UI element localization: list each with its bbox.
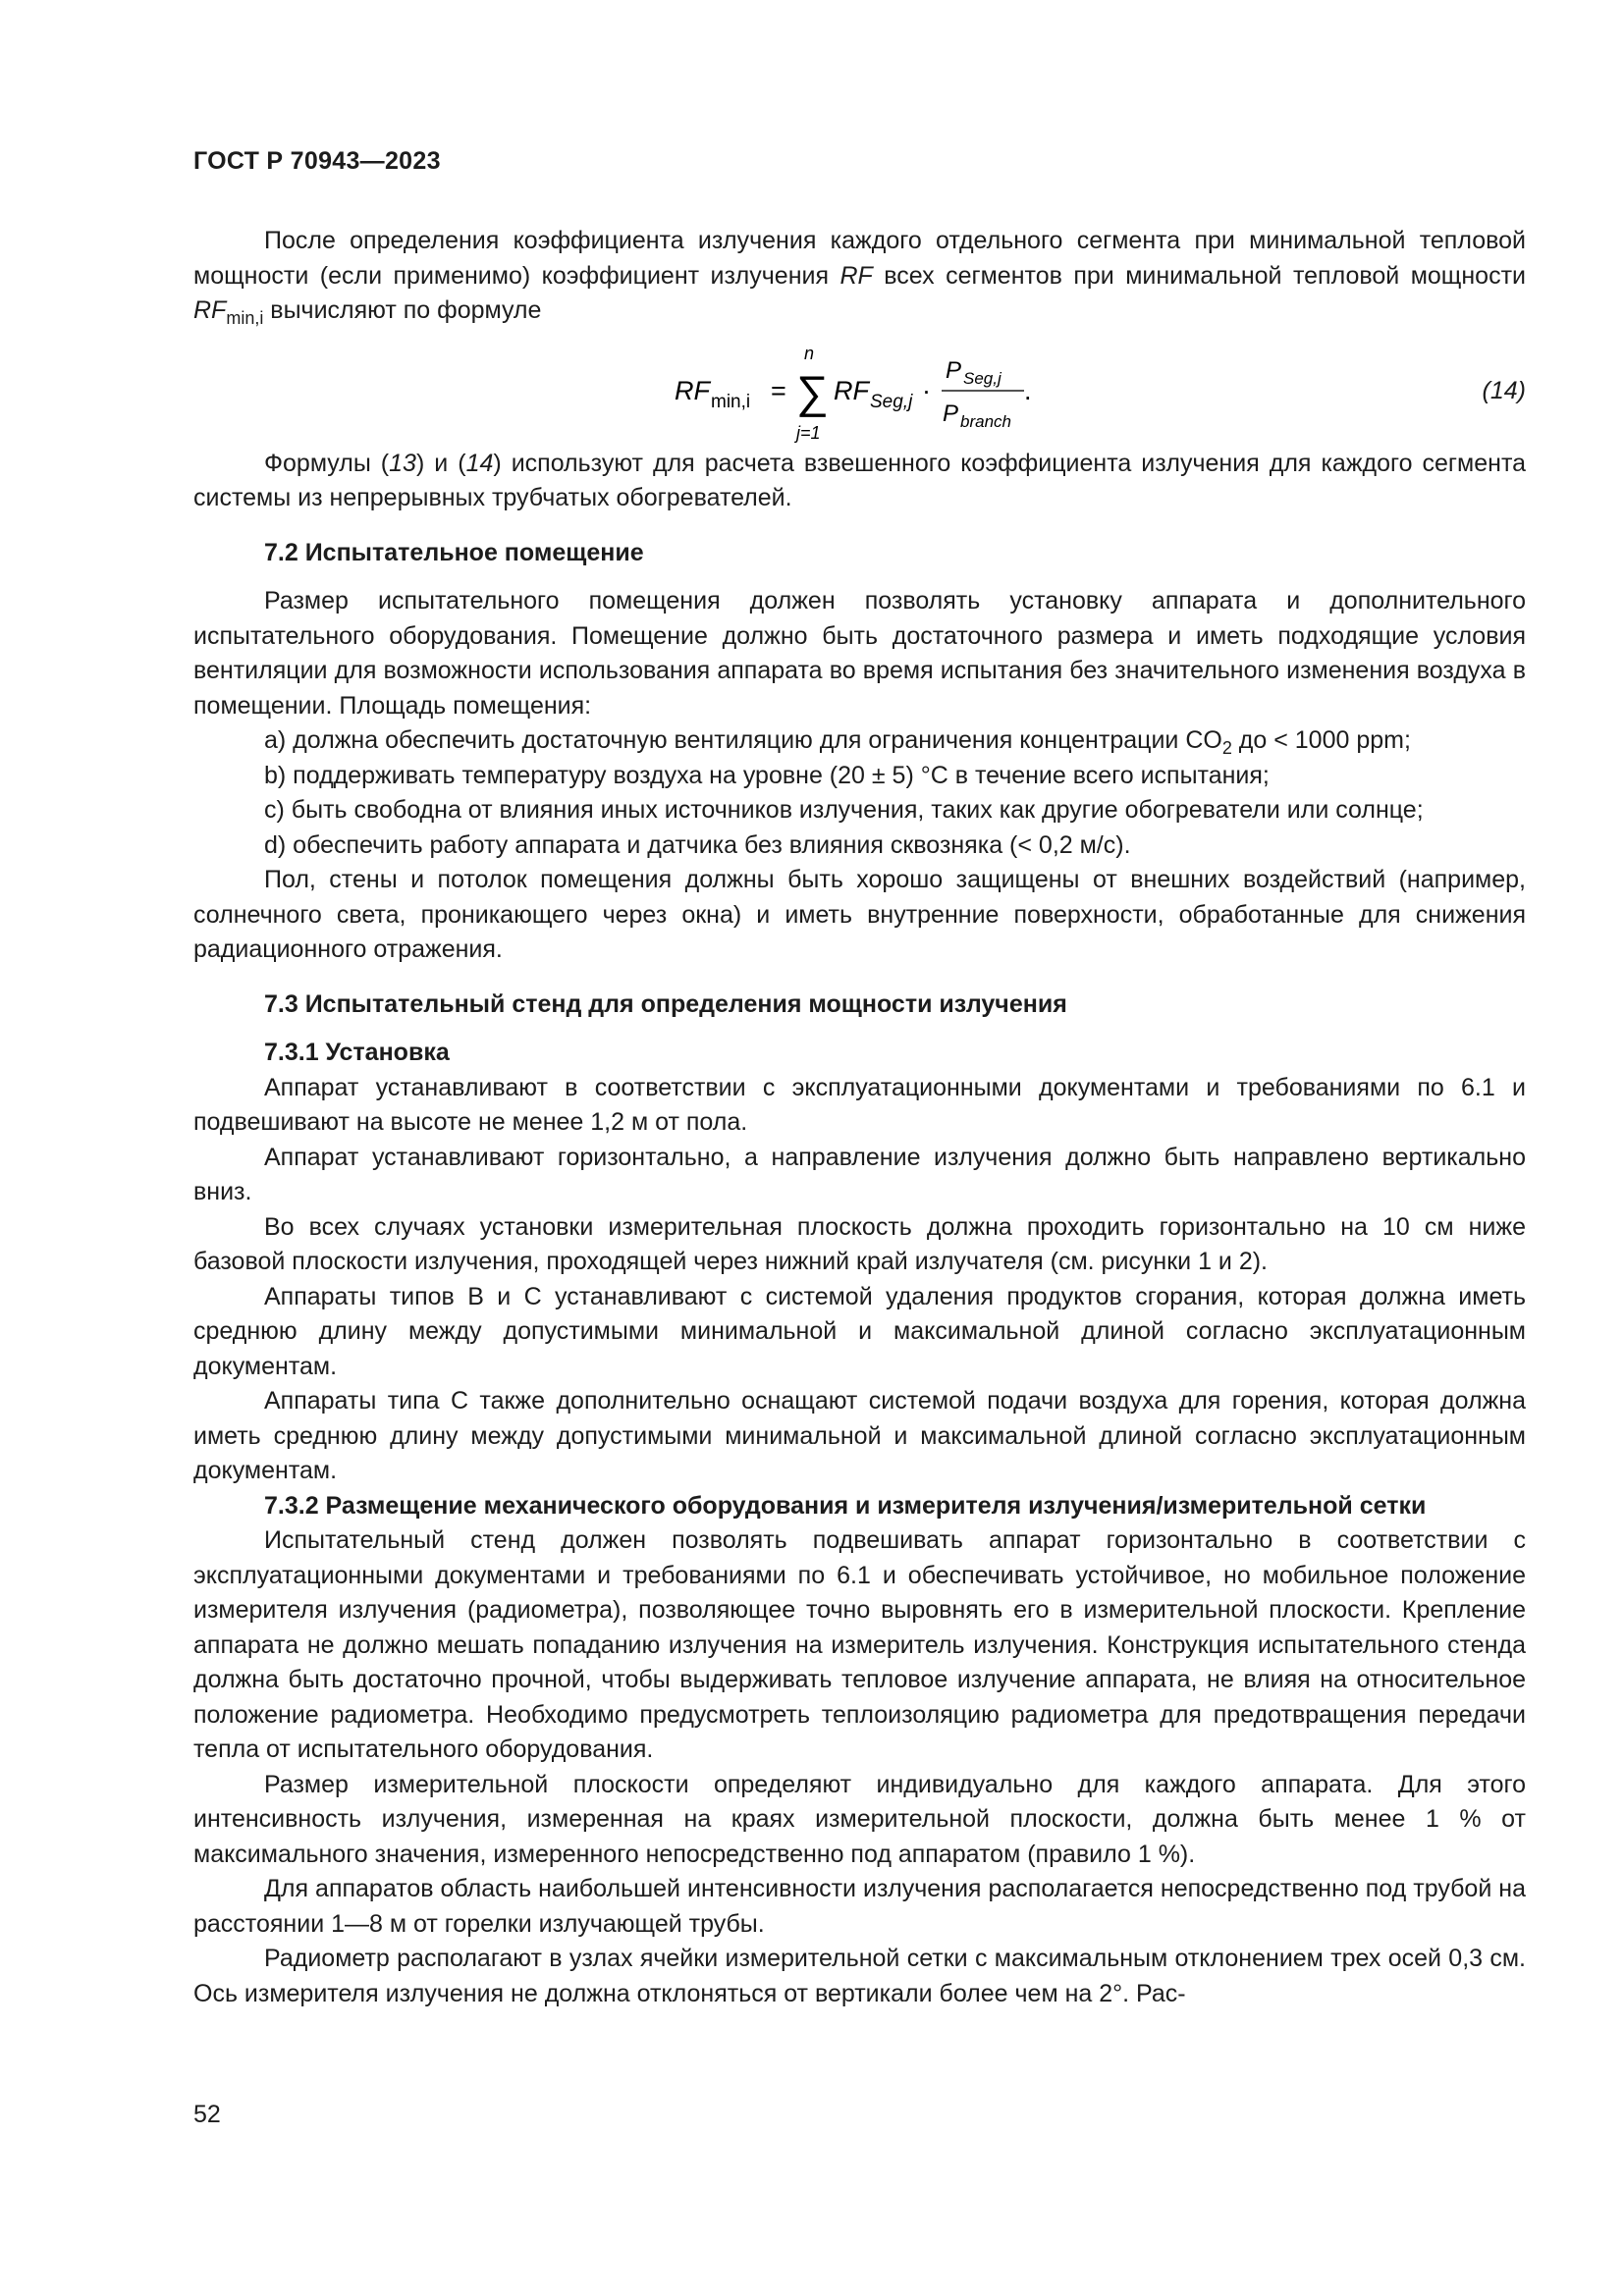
section-7-3-2-paragraph-4: Радиометр располагают в узлах ячейки измерительной сетки с максимальным отклонением трех осей 0,3 см. Ось измерителя излучения не должна отклоняться от вертикали более чем на 2°. Рас- bbox=[193, 1945, 1526, 2007]
section-7-2-heading: 7.2 Испытательное помещение bbox=[264, 538, 644, 566]
formula-term: RF bbox=[834, 375, 869, 405]
formula-number: (14) bbox=[1482, 376, 1526, 404]
intro-paragraph: После определения коэффициента излучения каждого отдельного сегмента при минимальной тепловой мощности (если применимо) коэффициент излучения RF всех сегментов при минимальной тепловой мощности $RF_{min,i}$ вычисляют по формуле bbox=[193, 227, 1526, 328]
list-item-d: d) обеспечить работу аппарата и датчика без влияния сквозняка (< 0,2 м/с). bbox=[264, 830, 1131, 859]
section-7-3-1-paragraph-5: Аппараты типа С также дополнительно оснащают системой подачи воздуха для горения, которая должна иметь среднюю длину между допустимыми минимальной и максимальной длиной согласно эксплуатационным документам. bbox=[193, 1387, 1526, 1484]
section-7-3-2-heading: 7.3.2 Размещение механического оборудования и измерителя излучения/измерительной сетки bbox=[264, 1491, 1427, 1520]
formula-denominator-sub: branch bbox=[960, 411, 1011, 431]
formula-numerator-sub: Seg,j bbox=[963, 368, 1001, 388]
list-item-a: a) должна обеспечить достаточную вентиляцию для ограничения концентрации $CO_2$ до < 1000 ppm; bbox=[264, 726, 1411, 758]
page-number: 52 bbox=[193, 2101, 221, 2128]
section-7-3-1-heading: 7.3.1 Установка bbox=[264, 1039, 450, 1066]
section-7-2-paragraph: Размер испытательного помещения должен позволять установку аппарата и дополнительного испытательного оборудования. Помещение должно быть достаточного размера и иметь подходящие условия вентиляции для возможности использования аппарата во время испытания без значительного изменения воздуха в помещении. Площадь помещения: bbox=[193, 587, 1526, 720]
list-item-b: b) поддерживать температуру воздуха на уровне (20 ± 5) °С в течение всего испытания; bbox=[264, 761, 1270, 789]
formula-sigma: ∑ bbox=[796, 365, 829, 417]
formula-dot: · bbox=[922, 375, 931, 405]
section-7-3-1-paragraph-3: Во всех случаях установки измерительная плоскость должна проходить горизонтально на 10 см ниже базовой плоскости излучения, проходящей через нижний край излучателя (см. рисунки 1 и 2). bbox=[193, 1212, 1526, 1275]
formula-equals: = bbox=[771, 375, 786, 405]
after-formula-paragraph: Формулы (13) и (14) используют для расчета взвешенного коэффициента излучения для каждого сегмента системы из непрерывных трубчатых обогревателей. bbox=[193, 449, 1527, 511]
formula-expression bbox=[675, 345, 1048, 443]
section-7-3-2-paragraph-1: Испытательный стенд должен позволять подвешивать аппарат горизонтально в соответствии с эксплуатационными документами и требованиями по 6.1 и обеспечивать устойчивое, но мобильное положение измерителя излучения (радиометра), позволяющее точно выровнять его в измерительной плоскости. Крепление аппарата не должно мешать попаданию излучения на измеритель излучения. Конструкция испытательного стенда должна быть достаточно прочной, чтобы выдерживать тепловое излучение аппарата, не влияя на относительное положение радиометра. Необходимо предусмотреть теплоизоляцию радиометра для предотвращения передачи тепла от испытательного оборудования. bbox=[193, 1526, 1526, 1763]
page-content bbox=[193, 224, 1526, 2011]
formula-term-sub: Seg,j bbox=[870, 391, 913, 412]
section-7-3-1-paragraph-1: Аппарат устанавливают в соответствии с эксплуатационными документами и требованиями по 6.1 и подвешивают на высоте не менее 1,2 м от пола. bbox=[193, 1073, 1526, 1136]
formula-14 bbox=[193, 337, 1526, 443]
section-7-3-1-paragraph-4: Аппараты типов В и С устанавливают с системой удаления продуктов сгорания, которая должна иметь среднюю длину между допустимыми минимальной и максимальной длиной согласно эксплуатационным документам. bbox=[193, 1282, 1526, 1380]
formula-sum-bottom: j=1 bbox=[796, 422, 821, 443]
formula-numerator: P bbox=[946, 356, 962, 384]
section-7-2-paragraph-2: Пол, стены и потолок помещения должны быть хорошо защищены от внешних воздействий (например, солнечного света, проникающего через окна) и иметь внутренние поверхности, обработанные для снижения радиационного отражения. bbox=[193, 866, 1526, 963]
formula-lhs-sub: min,i bbox=[711, 391, 751, 412]
section-7-3-2-paragraph-3: Для аппаратов область наибольшей интенсивности излучения располагается непосредственно под трубой на расстоянии 1—8 м от горелки излучающей трубы. bbox=[193, 1875, 1526, 1938]
formula-sum-top: n bbox=[804, 344, 815, 363]
section-7-3-heading: 7.3 Испытательный стенд для определения мощности излучения bbox=[264, 989, 1067, 1018]
standard-header: ГОСТ Р 70943—2023 bbox=[193, 147, 441, 175]
section-7-3-1-paragraph-2: Аппарат устанавливают горизонтально, а направление излучения должно быть направлено вертикально вниз. bbox=[193, 1143, 1526, 1205]
formula-period: . bbox=[1024, 375, 1032, 405]
section-7-3-2-paragraph-2: Размер измерительной плоскости определяют индивидуально для каждого аппарата. Для этого интенсивность излучения, измеренная на краях измерительной плоскости, должна быть менее 1 % от максимального значения, измеренного непосредственно под аппаратом (правило 1 %). bbox=[193, 1770, 1526, 1868]
list-item-c: c) быть свободна от влияния иных источников излучения, таких как другие обогреватели или солнце; bbox=[264, 796, 1424, 824]
formula-denominator: P bbox=[943, 400, 959, 427]
formula-lhs: RF bbox=[675, 375, 710, 405]
